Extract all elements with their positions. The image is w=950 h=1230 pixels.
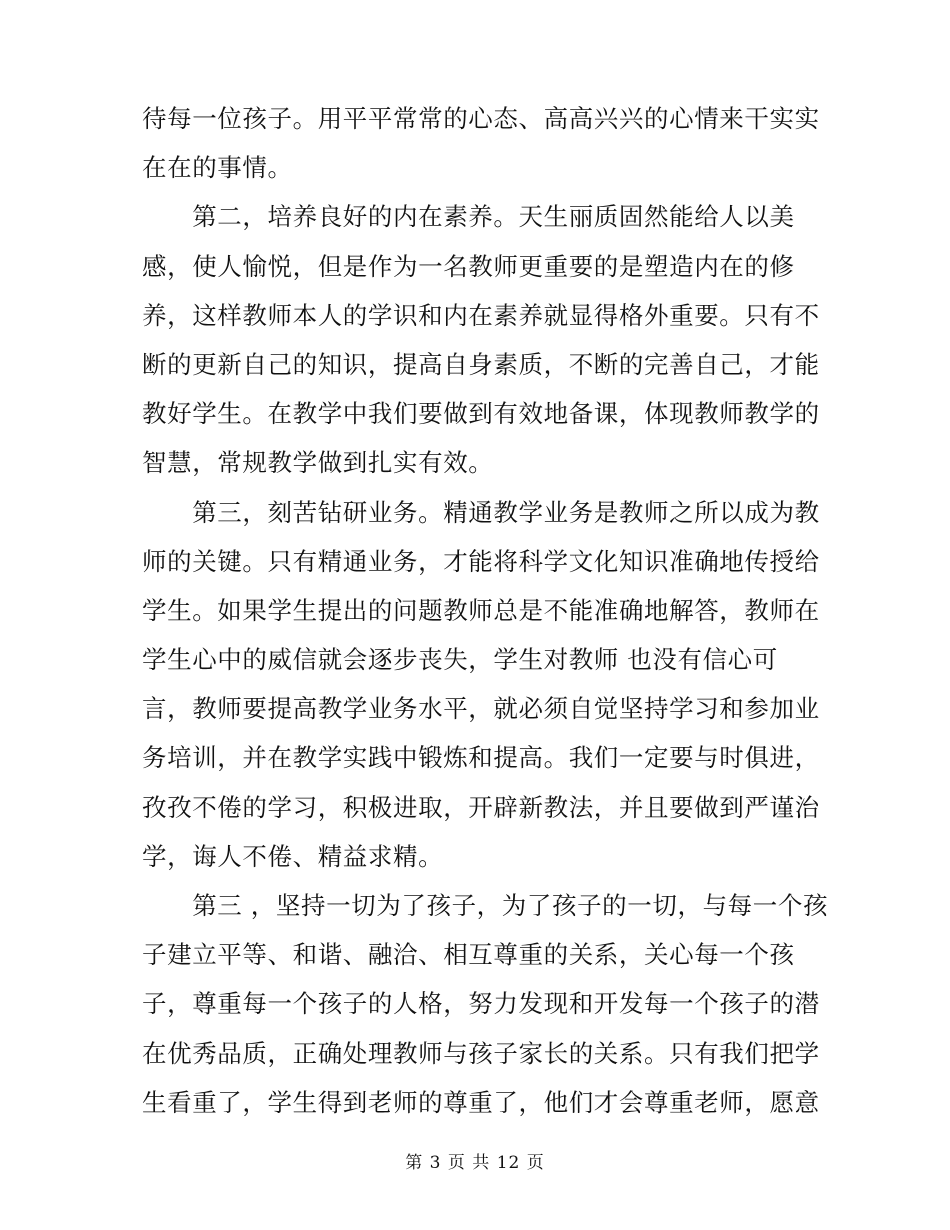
text-line: 教好学生。在教学中我们要做到有效地备课，体现教师教学的 [142, 399, 820, 429]
text-line: 师的关键。只有精通业务，才能将科学文化知识准确地传授给 [142, 546, 820, 576]
text-line: 生看重了，学生得到老师的尊重了，他们才会尊重老师，愿意 [142, 1087, 820, 1117]
text-line: 第三 ，坚持一切为了孩子，为了孩子的一切，与每一个孩 [142, 891, 829, 920]
text-line: 待每一位孩子。用平平常常的心态、高高兴兴的心情来干实实 [142, 104, 820, 133]
text-line: 在优秀品质，正确处理教师与孩子家长的关系。只有我们把学 [142, 1038, 820, 1068]
text-line: 断的更新自己的知识，提高自身素质，不断的完善自己，才能 [142, 349, 820, 379]
text-line: 务培训，并在教学实践中锻炼和提高。我们一定要与时俱进， [142, 743, 820, 773]
text-line: 在在的事情。 [142, 153, 293, 183]
text-line: 学生。如果学生提出的问题教师总是不能准确地解答，教师在 [142, 595, 820, 625]
text-line: 感，使人愉悦，但是作为一名教师更重要的是塑造内在的修 [142, 251, 795, 281]
text-line: 第三，刻苦钻研业务。精通教学业务是教师之所以成为教 [142, 497, 820, 527]
text-line: 孜孜不倦的学习，积极进取，开辟新教法，并且要做到严谨治 [142, 792, 820, 822]
page-number-footer: 第 3 页 共 12 页 [405, 1153, 545, 1173]
text-line: 言，教师要提高教学业务水平，就必须自觉坚持学习和参加业 [142, 694, 820, 724]
text-line: 智慧，常规教学做到扎实有效。 [142, 448, 494, 478]
text-line: 学，诲人不倦、精益求精。 [142, 841, 444, 871]
text-line: 第二，培养良好的内在素养。天生丽质固然能给人以美 [142, 202, 795, 232]
text-line: 养，这样教师本人的学识和内在素养就显得格外重要。只有不 [142, 300, 820, 330]
text-line: 子，尊重每一个孩子的人格，努力发现和开发每一个孩子的潜 [142, 989, 820, 1019]
body-text [142, 94, 829, 1127]
text-line: 学生心中的威信就会逐步丧失，学生对教师 也没有信心可 [142, 645, 778, 675]
text-line: 子建立平等、和谐、融洽、相互尊重的关系，关心每一个孩 [142, 940, 795, 970]
